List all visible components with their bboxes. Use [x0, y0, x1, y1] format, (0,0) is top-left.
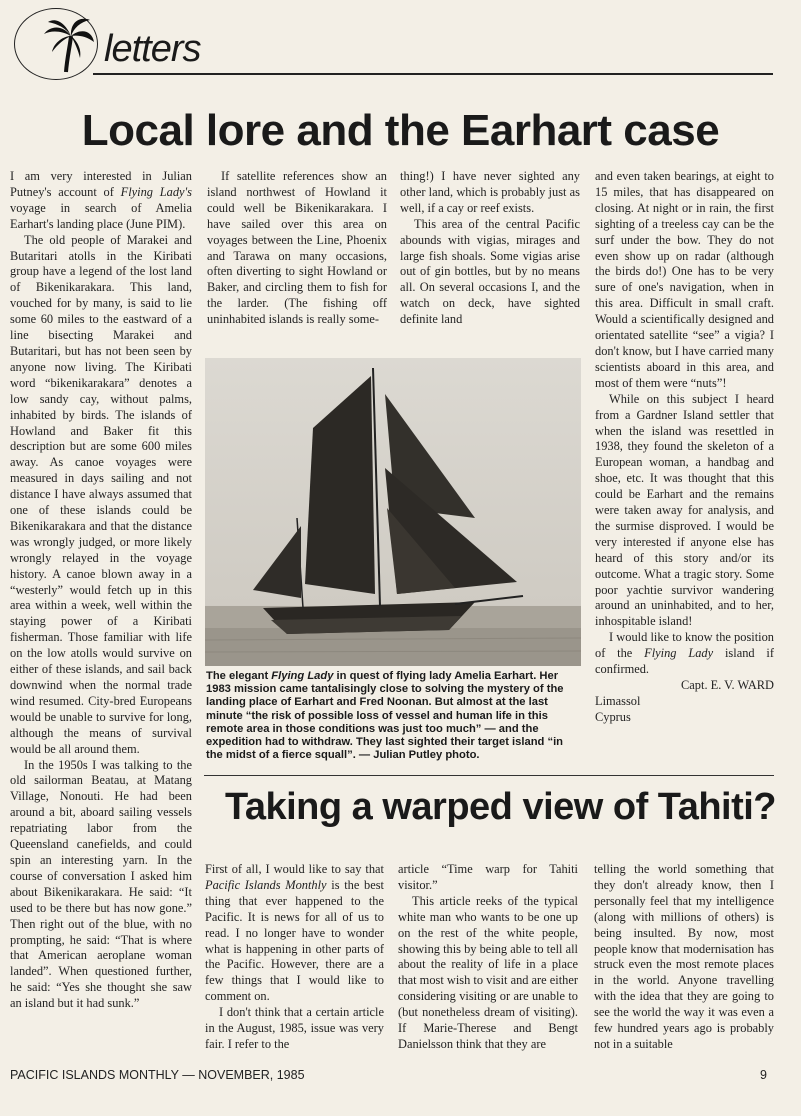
article1-col2: [207, 169, 387, 328]
article1-col4: [595, 169, 774, 726]
article2-col3-para2: This article reeks of the typical white man who wants to be one up on the rest of the white people, showing this by being able to tell all about the reality of life in a place that most wish to visit and are either considering visiting or are unable to (but nonetheless dream of visiting). If Marie-Therese and Bengt Danielsson think that they are: [398, 893, 578, 1051]
article2-col4: [594, 862, 774, 1053]
article1-col3: [400, 169, 580, 328]
magazine-title: Flying Lady's: [120, 184, 192, 199]
article1-col4-para2: While on this subject I heard from a Gardner Island settler that when the island was resettled in 1938, they found the skeleton of a European woman, a handbag and shoe, etc. It was thought that this could be Earhart and the remains were taken away for analysis, and the surmise disproved. I would be very interested if anyone else has heard of this story and/or its outcome. What a tragic story. Some poor yachtie survivor wandering around an uninhabited, and to her, inhospitable island!: [595, 391, 774, 629]
article2-col2-para2: I don't think that a certain article in the August, 1985, issue was very fair. I refer to the: [205, 1005, 384, 1051]
article1-col4-para3: I would like to know the position of the Flying Lady island if confirmed.: [595, 630, 774, 677]
article1-col1-para1: I am very interested in Julian Putney's account of Flying Lady's voyage in search of Amelia Earhart's landing place (June PIM).: [10, 169, 192, 231]
article2-col3-para1: article “Time warp for Tahiti visitor.”: [398, 862, 578, 892]
article2-col4-para1: telling the world something that they don't already know, then I personally feel that my intelligence (along with millions of others) is being insulted. By now, most people know that modernisation has struck even the most remote places in the world. Anyone travelling with the idea that they are going to see the world the way it was even a few hundred years ago is probably not in a suitable: [594, 862, 774, 1051]
article2-headline: Taking a warped view of Tahiti?: [224, 786, 777, 828]
section-title: letters: [104, 28, 201, 70]
publication-footer: PACIFIC ISLANDS MONTHLY — NOVEMBER, 1985: [10, 1068, 305, 1082]
article-divider: [204, 775, 774, 776]
article2-col2: [205, 862, 384, 1053]
article1-col3-para2: This area of the central Pacific abounds with vigias, mirages and large fish shoals. Some vigias arise out of gin bottles, but by no means all. On several occasions I, and the watch on deck, have sighted definite land: [400, 216, 580, 327]
article2-col3: [398, 862, 578, 1053]
article1-col1-para2: The old people of Marakei and Butaritari atolls in the Kiribati group have a legend of the lost land of Bikenikarakara. This land, vouched for by many, is said to lie some 60 miles to the eastward of a line bisecting Marakei and Butaritari, but has not been seen by anyone now living. The Kiribati word “bikenikarakara” denotes a low sandy cay, without palms, inhabited by birds. The islands of Howland and Baker fit this description but are some 600 miles away. As canoe voyages were measured in days sailing and not distance I have always assumed that one of these islands could be Bikenikarakara and that the distance was wrongly judged, or more likely wrongly relayed in the voyage history. A canoe blown away in a “westerly” would fetch up in this area within a week, well within the staying power of a Kiribati fisherman. Those familiar with life on the low atolls would survive on either of these islands, and sail back downwind when the normal trade wind resumed. City-bred Europeans would be unable to survive for long, although the means of survival would be all around them.: [10, 232, 192, 756]
palm-tree-icon: [40, 14, 96, 74]
article1-col2-para1: If satellite references show an island northwest of Howland it could well be Bikenikarakara. I have sailed over this area on voyages between the Line, Phoenix and Tarawa on many occasions, often diverting to sight Howland or Baker, and circling them to fish for the larder. (The fishing off uninhabited islands is really some-: [207, 169, 387, 327]
sailing-ship-photo: [205, 358, 581, 666]
location-country: Cyprus: [595, 709, 631, 724]
signature: Capt. E. V. WARD: [681, 678, 774, 692]
photo-caption: The elegant Flying Lady in quest of flying lady Amelia Earhart. Her 1983 mission came tantalisingly close to solving the mystery of the landing place of Earhart and Fred Noonan. But almost at the last minute “the risk of possible loss of vessel and human life in this remote area in those conditions was just too much” — and the expedition had to withdraw. They last sighted their target island “in the midst of a fierce squall”. — Julian Putley photo.: [206, 670, 564, 762]
header-rule: [93, 73, 773, 75]
article2-col2-para1: First of all, I would like to say that Pacific Islands Monthly is the best thing that ever happened to the Pacific. It is news for all of us to read. I no longer have to wonder what is happening in other parts of the Pacific. However, there are a few things that I would like to comment on.: [205, 862, 384, 1004]
location-city: Limassol: [595, 693, 641, 708]
article1-col3-para1: thing!) I have never sighted any other land, which is probably just as well, if a cay or reef exists.: [400, 169, 580, 215]
article1-col1: [10, 169, 192, 1012]
article1-col4-para1: and even taken bearings, at eight to 15 miles, that has disappeared on closing. At night or in rain, the first sighting of a treeless cay can be the surf under the bow. They do not even show up on radar (although the birds do!) One has to be very sure of one's navigation, when in this area. Difficult in small craft. Would a scientifically designed and orientated satellite “see” a vigia? I don't know, but I have carried many scientists aboard in this area, and most of them were “nuts”!: [595, 169, 774, 390]
article1-headline: Local lore and the Earhart case: [81, 106, 720, 155]
page-number: 9: [760, 1068, 767, 1082]
article1-col1-para3: In the 1950s I was talking to the old sailorman Beatau, at Matang Village, Nonouti. He had been around a bit, aboard sailing vessels repatriating labor from the Queensland canefields, and could spin an interesting yarn. In the course of conversation I asked him about Bikenikarakara. He said: “It used to be there but has now gone.” Then right out of the blue, with no prompting, he said: “That is where that American aeroplane woman landed”. When questioned further, he said: “Yes she thought she saw an island but it had sunk.”: [10, 757, 192, 1011]
